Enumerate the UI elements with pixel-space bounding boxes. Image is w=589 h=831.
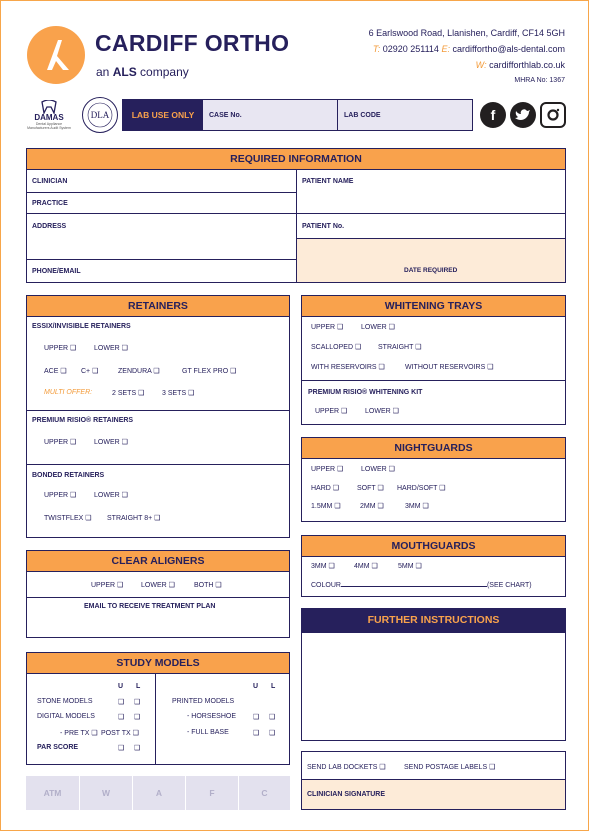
essix-lower-checkbox[interactable]: LOWER ❑ — [94, 345, 128, 352]
par-upper-checkbox[interactable]: ❑ — [118, 745, 125, 752]
contact-block — [369, 25, 565, 89]
further-instructions-section[interactable] — [301, 608, 566, 741]
tooth-icon — [40, 100, 58, 114]
retainers-title: RETAINERS — [27, 296, 289, 317]
stone-models-label: STONE MODELS — [37, 698, 93, 705]
damas-badge: DAMAS Dental Appliance Manufacturers Audit System — [26, 100, 72, 132]
whitening-trays-title: WHITENING TRAYS — [302, 296, 565, 317]
twitter-icon[interactable] — [510, 102, 536, 128]
straight8-checkbox[interactable]: STRAIGHT 8+ ❑ — [107, 515, 161, 522]
lab-code-field[interactable]: LAB CODE — [338, 100, 472, 130]
aligner-both-checkbox[interactable]: BOTH ❑ — [194, 582, 222, 589]
upper-col-label: U — [253, 683, 259, 690]
three-sets-checkbox[interactable]: 3 SETS ❑ — [162, 390, 195, 397]
lower-col-label: L — [136, 683, 141, 690]
brand-name: CARDIFF ORTHO — [95, 30, 290, 56]
thickness-3mm-checkbox[interactable]: 3MM ❑ — [405, 503, 429, 510]
ace-checkbox[interactable]: ACE ❑ — [44, 368, 67, 375]
par-score-label: PAR SCORE — [37, 744, 79, 751]
without-reservoirs-checkbox[interactable]: WITHOUT RESERVOIRS ❑ — [405, 364, 494, 371]
facebook-icon[interactable]: f — [480, 102, 506, 128]
digital-upper-checkbox[interactable]: ❑ — [118, 714, 125, 721]
clear-aligners-section — [26, 550, 290, 638]
whitening-trays-section — [301, 295, 566, 425]
with-reservoirs-checkbox[interactable]: WITH RESERVOIRS ❑ — [311, 364, 385, 371]
send-lab-dockets-checkbox[interactable]: SEND LAB DOCKETS ❑ — [307, 764, 386, 771]
practice-field[interactable]: PRACTICE — [32, 200, 68, 207]
logo — [27, 26, 85, 84]
required-information-title: REQUIRED INFORMATION — [27, 149, 565, 170]
brand-subtitle: an ALS company — [96, 65, 189, 79]
full-base-label: - FULL BASE — [187, 729, 229, 736]
digital-lower-checkbox[interactable]: ❑ — [134, 714, 141, 721]
night-upper-checkbox[interactable]: UPPER ❑ — [311, 466, 344, 473]
tab-f[interactable]: F — [186, 776, 238, 810]
pre-tx-checkbox[interactable]: - PRE TX ❑ — [60, 730, 98, 737]
clear-aligners-title: CLEAR ALIGNERS — [27, 551, 289, 572]
address: 6 Earlswood Road, Llanishen, Cardiff, CF14 5GH — [368, 28, 565, 38]
hard-soft-checkbox[interactable]: HARD/SOFT ❑ — [397, 485, 446, 492]
essix-heading: ESSIX/INVISIBLE RETAINERS — [32, 323, 131, 330]
risio-upper-checkbox[interactable]: UPPER ❑ — [44, 439, 77, 446]
cplus-checkbox[interactable]: C+ ❑ — [81, 368, 99, 375]
essix-upper-checkbox[interactable]: UPPER ❑ — [44, 345, 77, 352]
mouth-4mm-checkbox[interactable]: 4MM ❑ — [354, 563, 378, 570]
bonded-heading: BONDED RETAINERS — [32, 472, 105, 479]
patient-no-field[interactable]: PATIENT No. — [302, 223, 345, 230]
whitening-upper-checkbox[interactable]: UPPER ❑ — [311, 324, 344, 331]
mhra-number: MHRA No: 1367 — [514, 77, 565, 84]
post-tx-checkbox[interactable]: POST TX ❑ — [101, 730, 139, 737]
par-lower-checkbox[interactable]: ❑ — [134, 745, 141, 752]
nightguards-title: NIGHTGUARDS — [302, 438, 565, 459]
aligner-upper-checkbox[interactable]: UPPER ❑ — [91, 582, 124, 589]
kit-upper-checkbox[interactable]: UPPER ❑ — [315, 408, 348, 415]
website: W: cardifforthlab.co.uk — [475, 60, 565, 70]
tab-w[interactable]: W — [80, 776, 132, 810]
email-treatment-plan-field[interactable]: EMAIL TO RECEIVE TREATMENT PLAN — [84, 603, 216, 610]
two-sets-checkbox[interactable]: 2 SETS ❑ — [112, 390, 145, 397]
mouthguards-title: MOUTHGUARDS — [302, 536, 565, 557]
stone-lower-checkbox[interactable]: ❑ — [134, 699, 141, 706]
horseshoe-upper-checkbox[interactable]: ❑ — [253, 714, 260, 721]
straight-checkbox[interactable]: STRAIGHT ❑ — [378, 344, 422, 351]
mouth-3mm-checkbox[interactable]: 3MM ❑ — [311, 563, 335, 570]
kit-lower-checkbox[interactable]: LOWER ❑ — [365, 408, 399, 415]
send-postage-labels-checkbox[interactable]: SEND POSTAGE LABELS ❑ — [404, 764, 496, 771]
digital-models-label: DIGITAL MODELS — [37, 713, 95, 720]
soft-checkbox[interactable]: SOFT ❑ — [357, 485, 384, 492]
aligner-lower-checkbox[interactable]: LOWER ❑ — [141, 582, 175, 589]
case-no-field[interactable]: CASE No. — [203, 100, 338, 130]
clinician-field[interactable]: CLINICIAN — [32, 178, 68, 185]
mouth-5mm-checkbox[interactable]: 5MM ❑ — [398, 563, 422, 570]
fullbase-lower-checkbox[interactable]: ❑ — [269, 730, 276, 737]
further-instructions-title: FURTHER INSTRUCTIONS — [302, 609, 565, 633]
date-required-field[interactable] — [297, 239, 565, 282]
whitening-kit-heading: PREMIUM RISIO® WHITENING KIT — [308, 389, 423, 396]
horseshoe-label: - HORSESHOE — [187, 713, 237, 720]
colour-field[interactable]: COLOUR (SEE CHART) — [311, 582, 532, 589]
association-seal — [82, 97, 118, 133]
study-models-title: STUDY MODELS — [27, 653, 289, 674]
multi-offer-label: MULTI OFFER: — [44, 389, 93, 396]
night-lower-checkbox[interactable]: LOWER ❑ — [361, 466, 395, 473]
address-field[interactable]: ADDRESS — [32, 223, 67, 230]
whitening-lower-checkbox[interactable]: LOWER ❑ — [361, 324, 395, 331]
instagram-icon[interactable] — [540, 102, 566, 128]
svg-text:DLA: DLA — [90, 110, 110, 120]
phone-email: T: 02920 251114 E: cardiffortho@als-dental.com — [372, 44, 565, 54]
fullbase-upper-checkbox[interactable]: ❑ — [253, 730, 260, 737]
risio-heading: PREMIUM RISIO® RETAINERS — [32, 417, 134, 424]
risio-lower-checkbox[interactable]: LOWER ❑ — [94, 439, 128, 446]
clinician-signature-label: CLINICIAN SIGNATURE — [307, 791, 386, 798]
tab-atm[interactable]: ATM — [26, 776, 79, 810]
thickness-1-5mm-checkbox[interactable]: 1.5MM ❑ — [311, 503, 341, 510]
thickness-2mm-checkbox[interactable]: 2MM ❑ — [360, 503, 384, 510]
lab-use-label: LAB USE ONLY — [123, 100, 203, 130]
scalloped-checkbox[interactable]: SCALLOPED ❑ — [311, 344, 362, 351]
zendura-checkbox[interactable]: ZENDURA ❑ — [118, 368, 160, 375]
tab-a[interactable]: A — [133, 776, 185, 810]
upper-col-label: U — [118, 683, 124, 690]
stone-upper-checkbox[interactable]: ❑ — [118, 699, 125, 706]
lab-use-bar — [122, 99, 473, 131]
phone-email-field[interactable]: PHONE/EMAIL — [32, 268, 81, 275]
bonded-upper-checkbox[interactable]: UPPER ❑ — [44, 492, 77, 499]
lower-col-label: L — [271, 683, 276, 690]
patient-name-field[interactable]: PATIENT NAME — [302, 178, 354, 185]
printed-models-label: PRINTED MODELS — [172, 698, 235, 705]
bonded-lower-checkbox[interactable]: LOWER ❑ — [94, 492, 128, 499]
tab-c[interactable]: C — [239, 776, 290, 810]
horseshoe-lower-checkbox[interactable]: ❑ — [269, 714, 276, 721]
gtflex-checkbox[interactable]: GT FLEX PRO ❑ — [182, 368, 237, 375]
date-required-label: DATE REQUIRED — [404, 267, 458, 274]
twistflex-checkbox[interactable]: TWISTFLEX ❑ — [44, 515, 92, 522]
hard-checkbox[interactable]: HARD ❑ — [311, 485, 340, 492]
